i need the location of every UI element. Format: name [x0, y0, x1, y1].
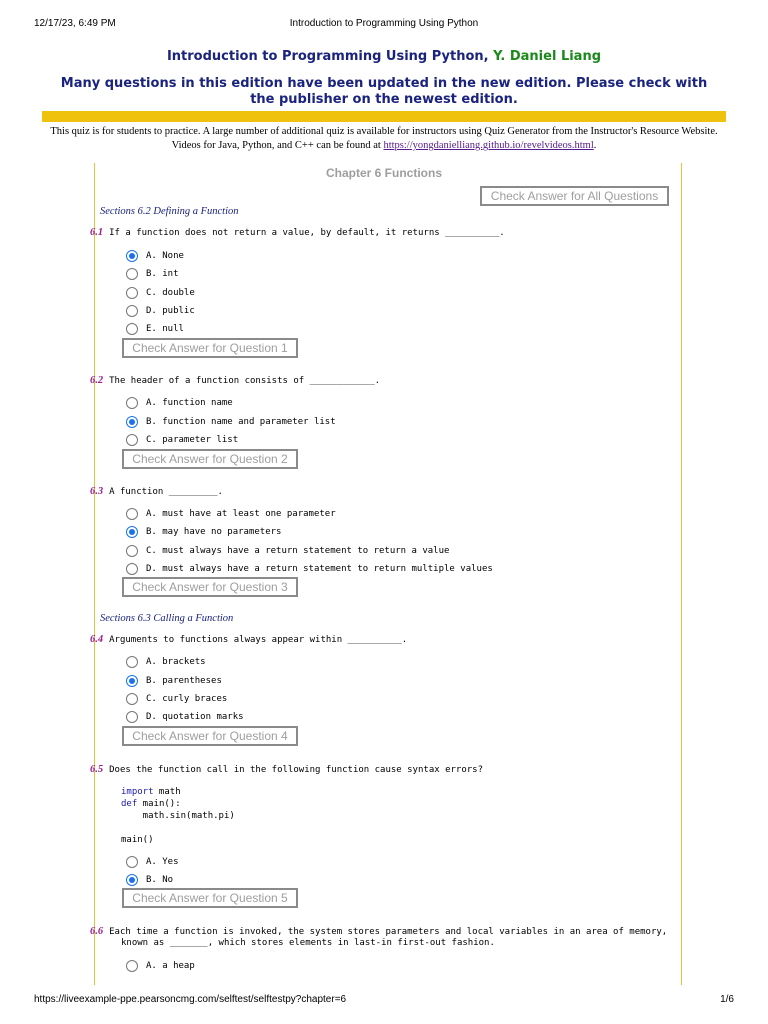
radio-button[interactable]: [126, 268, 138, 280]
radio-button[interactable]: [126, 526, 138, 538]
option-label: D. public: [146, 306, 195, 316]
divider-bar: [42, 111, 726, 122]
option-6-1-e[interactable]: [126, 322, 184, 336]
book-title: [0, 49, 768, 64]
option-label: B. No: [146, 875, 174, 885]
option-label: C. curly braces: [146, 694, 228, 704]
option-6-3-d[interactable]: [126, 562, 493, 576]
question-number: 6.4: [90, 634, 104, 645]
radio-button[interactable]: [126, 434, 138, 446]
radio-button[interactable]: [126, 960, 138, 972]
radio-button[interactable]: [126, 287, 138, 299]
option-label: C. double: [146, 288, 195, 298]
option-6-1-c[interactable]: [126, 286, 195, 300]
option-label: B. int: [146, 269, 179, 279]
code-line-1: [121, 786, 181, 798]
question-text: The header of a function consists of ____________.: [109, 376, 381, 386]
question-text-line-1: Each time a function is invoked, the system stores parameters and local variables in an area of memory,: [109, 927, 668, 937]
code-text: main():: [137, 799, 181, 809]
question-text: If a function does not return a value, by default, it returns __________.: [109, 228, 505, 238]
question-text: Does the function call in the following function cause syntax errors?: [109, 765, 483, 775]
option-label: C. must always have a return statement to return a value: [146, 546, 450, 556]
question-number: 6.5: [90, 764, 104, 775]
check-answer-button-4[interactable]: Check Answer for Question 4: [122, 726, 298, 746]
print-url: https://liveexample-ppe.pearsoncmg.com/selftest/selftestpy?chapter=6: [34, 994, 347, 1005]
section-heading: Sections 6.2 Defining a Function: [100, 206, 239, 217]
quiz-border-right: [681, 163, 682, 985]
radio-button[interactable]: [126, 675, 138, 687]
option-6-3-b[interactable]: [126, 525, 281, 539]
section-heading: Sections 6.3 Calling a Function: [100, 613, 234, 624]
print-page-number: 1/6: [720, 994, 734, 1005]
question-6-5: [90, 764, 483, 776]
intro-text: [40, 125, 728, 153]
question-number: 6.6: [90, 926, 104, 937]
option-6-5-a[interactable]: [126, 855, 179, 869]
radio-button[interactable]: [126, 563, 138, 575]
radio-button[interactable]: [126, 693, 138, 705]
option-6-6-a[interactable]: [126, 959, 195, 973]
option-6-1-b[interactable]: [126, 267, 179, 281]
option-6-2-b[interactable]: [126, 415, 336, 429]
radio-button[interactable]: [126, 305, 138, 317]
option-6-3-c[interactable]: [126, 544, 449, 558]
option-6-4-d[interactable]: [126, 710, 244, 724]
check-answer-button-5[interactable]: Check Answer for Question 5: [122, 888, 298, 908]
radio-button[interactable]: [126, 508, 138, 520]
question-number: 6.2: [90, 375, 104, 386]
option-label: A. brackets: [146, 657, 206, 667]
radio-button[interactable]: [126, 323, 138, 335]
question-6-3: [90, 486, 223, 498]
option-label: B. parentheses: [146, 676, 222, 686]
question-text: Arguments to functions always appear within __________.: [109, 635, 408, 645]
intro-end: .: [593, 140, 597, 151]
quiz-border-left: [94, 163, 95, 985]
print-page-title: Introduction to Programming Using Python: [289, 18, 479, 29]
option-6-2-a[interactable]: [126, 396, 233, 410]
option-6-4-b[interactable]: [126, 674, 222, 688]
question-6-6: [90, 926, 667, 938]
book-author[interactable]: Y. Daniel Liang: [493, 49, 602, 64]
option-label: A. a heap: [146, 961, 195, 971]
option-label: A. function name: [146, 398, 233, 408]
option-label: E. null: [146, 324, 184, 334]
option-label: D. must always have a return statement to return multiple values: [146, 564, 493, 574]
option-6-2-c[interactable]: [126, 433, 238, 447]
radio-button[interactable]: [126, 874, 138, 886]
option-6-5-b[interactable]: [126, 873, 173, 887]
question-6-1: [90, 227, 505, 239]
question-number: 6.1: [90, 227, 104, 238]
option-6-3-a[interactable]: [126, 507, 336, 521]
radio-button[interactable]: [126, 656, 138, 668]
print-datetime: 12/17/23, 6:49 PM: [34, 18, 116, 29]
option-6-4-a[interactable]: [126, 655, 206, 669]
option-label: A. None: [146, 251, 184, 261]
radio-button[interactable]: [126, 545, 138, 557]
radio-button[interactable]: [126, 397, 138, 409]
check-answer-button-2[interactable]: Check Answer for Question 2: [122, 449, 298, 469]
question-6-4: [90, 634, 407, 646]
option-label: D. quotation marks: [146, 712, 244, 722]
option-label: A. must have at least one parameter: [146, 509, 336, 519]
edition-notice: Many questions in this edition have been updated in the new edition. Please check with the publisher on the newest edition.: [60, 76, 708, 107]
question-text-line-2: known as _______, which stores elements in last-in first-out fashion.: [121, 938, 495, 948]
option-label: B. function name and parameter list: [146, 417, 336, 427]
radio-button[interactable]: [126, 856, 138, 868]
radio-button[interactable]: [126, 250, 138, 262]
option-label: C. parameter list: [146, 435, 239, 445]
check-all-answers-button[interactable]: Check Answer for All Questions: [480, 186, 669, 206]
option-6-4-c[interactable]: [126, 692, 227, 706]
code-line-5: main(): [121, 835, 154, 845]
check-answer-button-3[interactable]: Check Answer for Question 3: [122, 577, 298, 597]
option-6-1-a[interactable]: [126, 249, 184, 263]
option-6-1-d[interactable]: [126, 304, 195, 318]
question-6-2: [90, 375, 380, 387]
code-keyword: import: [121, 787, 154, 797]
code-text: math: [153, 787, 181, 797]
question-number: 6.3: [90, 486, 104, 497]
book-title-text: Introduction to Programming Using Python,: [166, 49, 489, 64]
intro-body: This quiz is for students to practice. A large number of additional quiz is available for instructors using Quiz Generator from the Instructor's Resource Website. Videos for Java, Python, and C++ can be found at: [50, 126, 718, 151]
code-line-3: math.sin(math.pi): [121, 811, 235, 821]
code-keyword: def: [121, 799, 138, 809]
question-text: A function _________.: [109, 487, 223, 497]
option-label: B. may have no parameters: [146, 527, 282, 537]
radio-button[interactable]: [126, 416, 138, 428]
chapter-title: Chapter 6 Functions: [325, 166, 442, 180]
radio-button[interactable]: [126, 711, 138, 723]
option-label: A. Yes: [146, 857, 179, 867]
check-answer-button-1[interactable]: Check Answer for Question 1: [122, 338, 298, 358]
code-line-2: [121, 798, 181, 810]
videos-link[interactable]: https://yongdanielliang.github.io/revelvideos.html: [383, 140, 594, 151]
